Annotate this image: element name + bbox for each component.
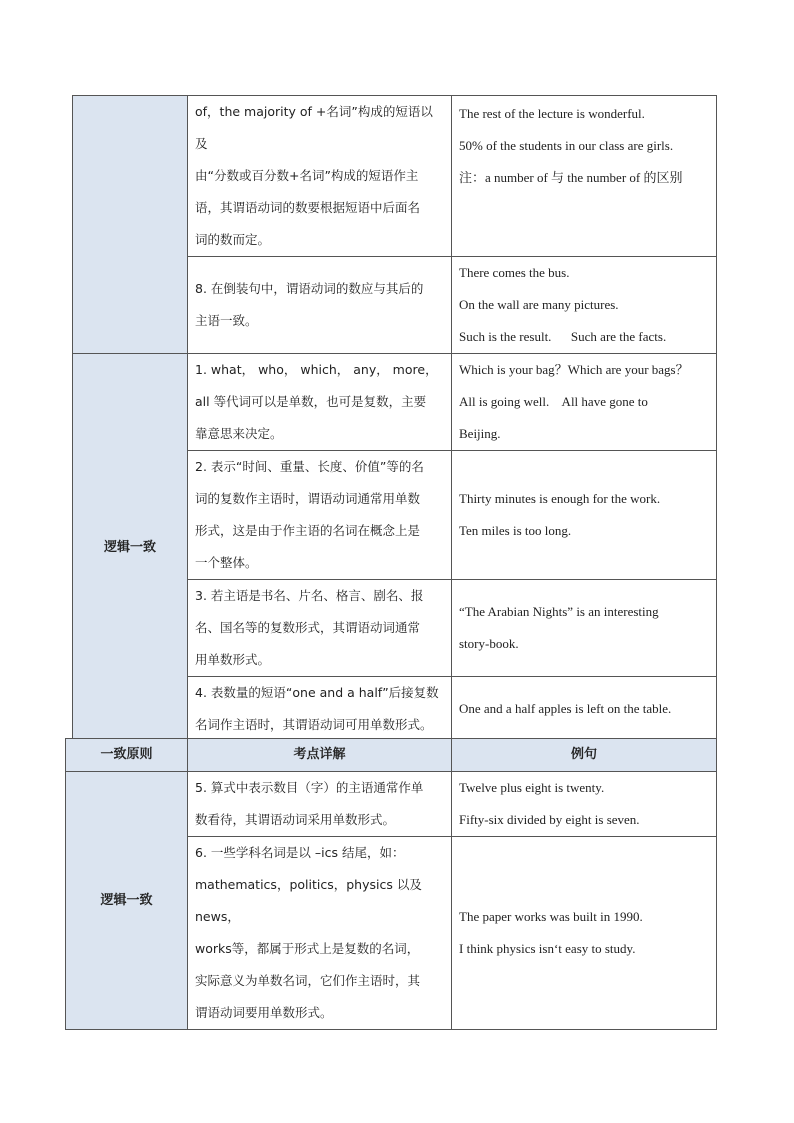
detail-cell: of，the majority of +名词”构成的短语以及 由“分数或百分数+名词”构成的短语作主 语，其谓语动词的数要根据短语中后面名 词的数而定。 xyxy=(188,96,452,257)
detail-cell: 2. 表示“时间、重量、长度、价值”等的名 词的复数作主语时，谓语动词通常用单数 形式，这是由于作主语的名词在概念上是 一个整体。 xyxy=(188,451,452,580)
detail-cell: 6. 一些学科名词是以 –ics 结尾，如： mathematics，politics，physics 以及 news， works等，都属于形式上是复数的名词， 实际意义为单数名词，它们作主语时，其 谓语动词要用单数形式。 xyxy=(188,837,452,1030)
category-cell-empty xyxy=(73,96,188,354)
detail-cell: 3. 若主语是书名、片名、格言、剧名、报 名、国名等的复数形式，其谓语动词通常 用单数形式。 xyxy=(188,580,452,677)
example-cell: There comes the bus. On the wall are many pictures. Such is the result. Such are the facts. xyxy=(452,257,717,354)
table-row xyxy=(73,96,717,257)
example-cell: Twelve plus eight is twenty. Fifty-six divided by eight is seven. xyxy=(452,772,717,837)
example-cell: Thirty minutes is enough for the work. Ten miles is too long. xyxy=(452,451,717,580)
detail-cell: 5. 算式中表示数目（字）的主语通常作单 数看待，其谓语动词采用单数形式。 xyxy=(188,772,452,837)
header-row xyxy=(66,739,717,772)
example-cell: The paper works was built in 1990. I think physics isn‘t easy to study. xyxy=(452,837,717,1030)
detail-cell: 8. 在倒装句中，谓语动词的数应与其后的 主语一致。 xyxy=(188,257,452,354)
header-example: 例句 xyxy=(452,739,717,772)
example-cell: Which is your bag？Which are your bags？ All is going well. All have gone to Beijing. xyxy=(452,354,717,451)
example-cell: “The Arabian Nights” is an interesting story-book. xyxy=(452,580,717,677)
grammar-table-continued xyxy=(72,95,717,742)
grammar-table xyxy=(65,738,717,1030)
detail-cell: 4. 表数量的短语“one and a half”后接复数 名词作主语时，其谓语动词可用单数形式。 xyxy=(188,677,452,742)
table-row xyxy=(73,354,717,451)
header-principle: 一致原则 xyxy=(66,739,188,772)
category-cell: 逻辑一致 xyxy=(66,772,188,1030)
detail-cell: 1. what， who， which， any， more， all 等代词可以是单数，也可是复数，主要 靠意思来决定。 xyxy=(188,354,452,451)
category-cell: 逻辑一致 xyxy=(73,354,188,742)
table-row xyxy=(66,772,717,837)
header-detail: 考点详解 xyxy=(188,739,452,772)
example-cell: The rest of the lecture is wonderful. 50% of the students in our class are girls. 注：a number of 与 the number of 的区别 xyxy=(452,96,717,257)
example-cell: One and a half apples is left on the table. xyxy=(452,677,717,742)
